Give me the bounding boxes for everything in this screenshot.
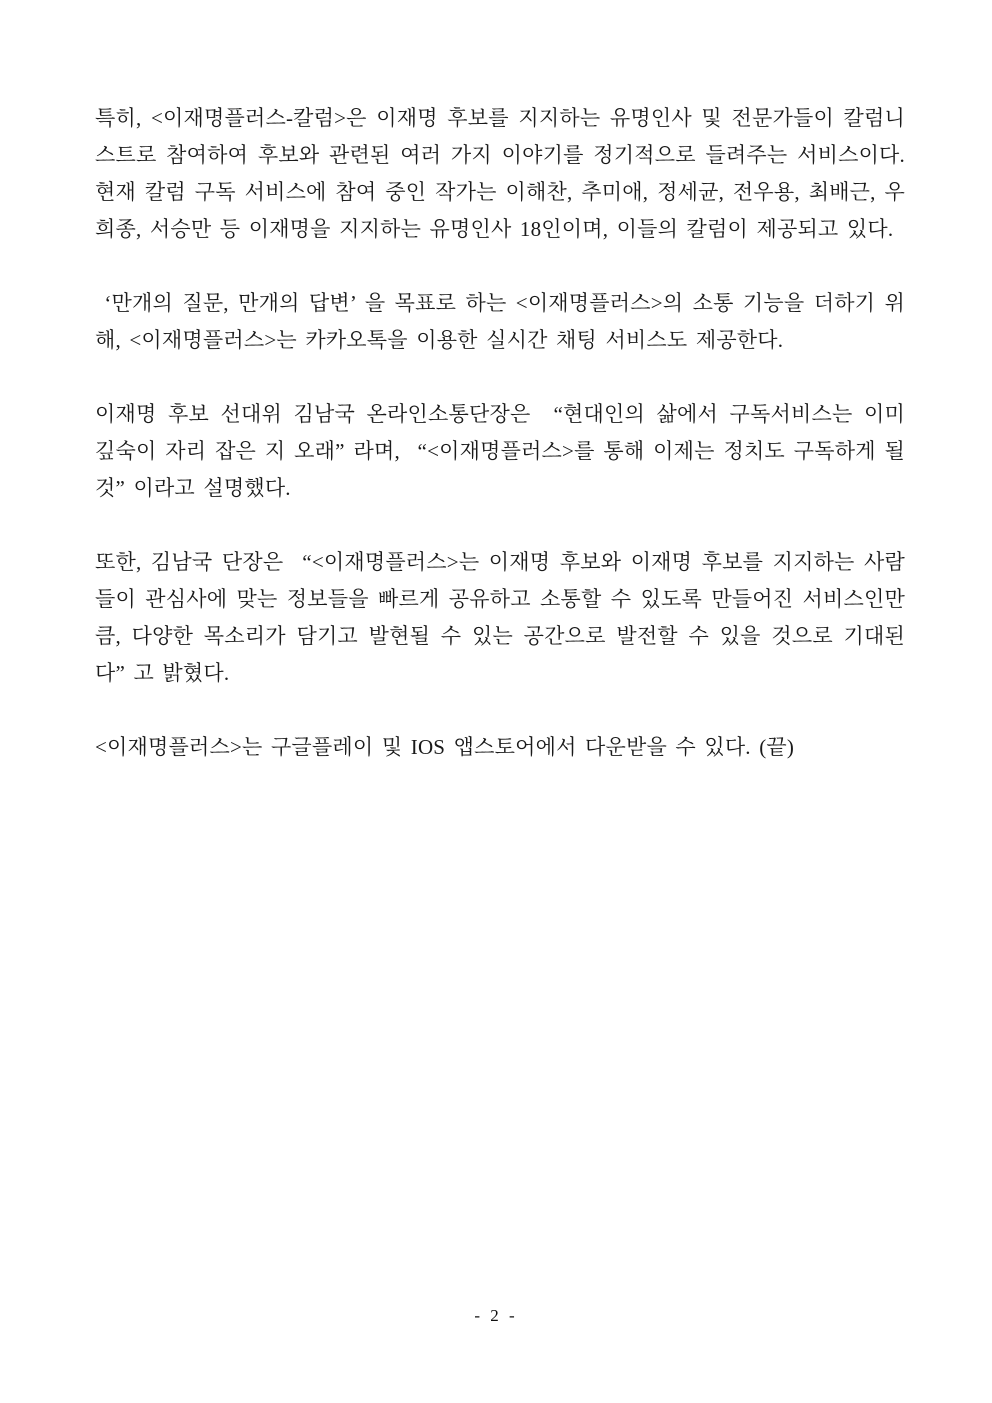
paragraph-quote-expectation: 또한, 김남국 단장은 “<이재명플러스>는 이재명 후보와 이재명 후보를 지지하는 사람들이 관심사에 맞는 정보들을 빠르게 공유하고 소통할 수 있도록 만들어진 서비스인만큼, 다양한 목소리가 담기고 발현될 수 있는 공간으로 발전할 수 있을 것으로 기대된다” 고 밝혔다. [95,550,905,685]
paragraph-download-info: <이재명플러스>는 구글플레이 및 IOS 앱스토어에서 다운받을 수 있다. (끝) [95,735,795,759]
page-number: - 2 - [474,1306,518,1325]
paragraph-chat-service: ‘만개의 질문, 만개의 답변’ 을 목표로 하는 <이재명플러스>의 소통 기능을 더하기 위해, <이재명플러스>는 카카오톡을 이용한 실시간 채팅 서비스도 제공한다. [95,291,905,352]
page-footer [0,1306,992,1326]
paragraph-quote-subscription: 이재명 후보 선대위 김남국 온라인소통단장은 “현대인의 삶에서 구독서비스는 이미 깊숙이 자리 잡은 지 오래” 라며, “<이재명플러스>를 통해 이제는 정치도 구독하게 될 것” 이라고 설명했다. [95,402,914,500]
document-body [95,100,914,766]
paragraph-columns-service: 특히, <이재명플러스-칼럼>은 이재명 후보를 지지하는 유명인사 및 전문가들이 칼럼니스트로 참여하여 후보와 관련된 여러 가지 이야기를 정기적으로 들려주는 서비스이다. 현재 칼럼 구독 서비스에 참여 중인 작가는 이해찬, 추미애, 정세균, 전우용, 최배근, 우희종, 서승만 등 이재명을 지지하는 유명인사 18인이며, 이들의 칼럼이 제공되고 있다. [95,106,914,241]
